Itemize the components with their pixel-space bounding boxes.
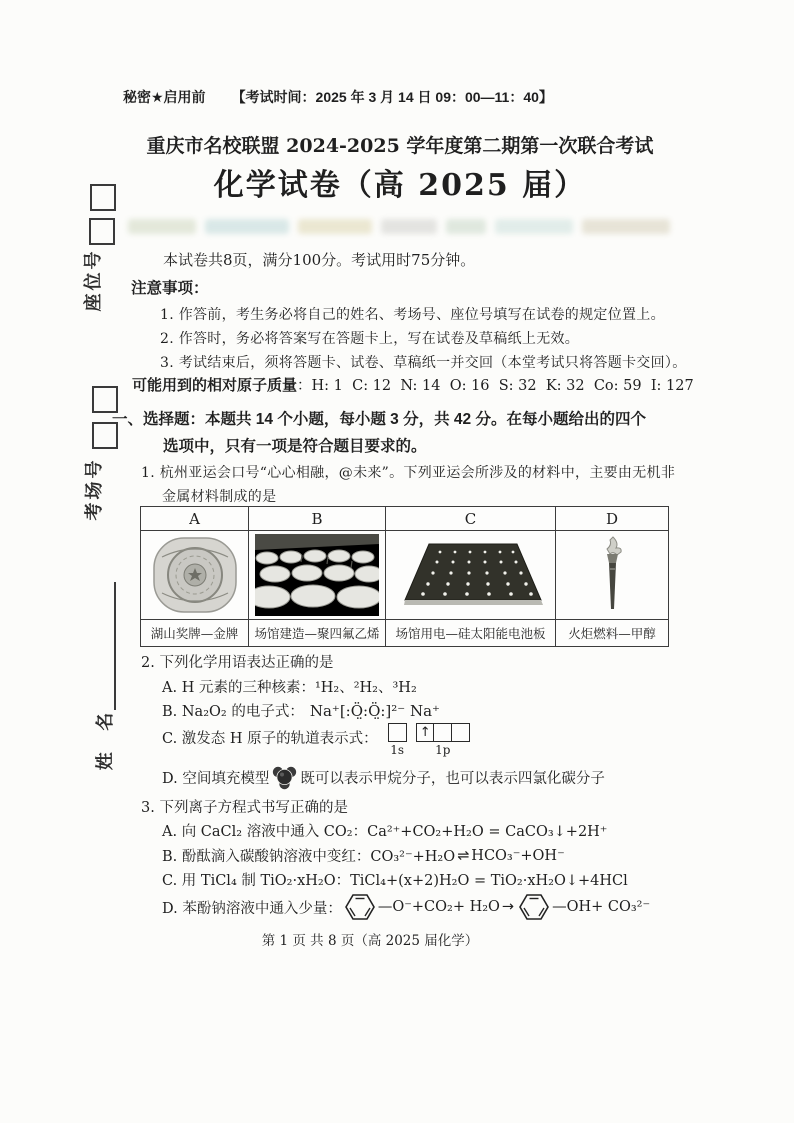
q1-stem-line2: 金属材料制成的是 xyxy=(162,489,277,505)
faded-watermark-blob xyxy=(128,219,196,234)
q1-caption-C: 场馆用电—硅太阳能电池板 xyxy=(386,620,556,647)
q3-option-d-seg1: —O⁻+CO₂+ H₂O xyxy=(377,899,500,915)
orbital-label-1p: 1p xyxy=(435,743,451,757)
q1-stem-line1: 1. 杭州亚运会口号“心心相融，@未来”。下列亚运会所涉及的材料中，主要由无机非 xyxy=(141,465,676,481)
faded-watermark-blob xyxy=(495,219,573,234)
q3-option-b-pre: B. 酚酞滴入碳酸钠溶液中变红：CO₃²⁻+H₂O xyxy=(162,849,456,865)
orbital-1p-column xyxy=(416,723,470,757)
notice-item-3: 3. 考试结束后，须将答题卡、试卷、草稿纸一并交回（本堂考试只将答题卡交回）。 xyxy=(160,355,687,371)
section1-heading-line2: 选项中，只有一项是符合题目要求的。 xyxy=(163,438,427,455)
medal-image xyxy=(141,531,249,620)
exam-time-label: 【考试时间：2025 年 3 月 14 日 09：00—11：40】 xyxy=(231,89,553,105)
orbital-label-1s: 1s xyxy=(390,743,405,757)
q1-caption-D: 火炬燃料—甲醇 xyxy=(556,620,669,647)
q2-option-d-post: 既可以表示甲烷分子，也可以表示四氯化碳分子 xyxy=(300,771,605,787)
orbital-diagram xyxy=(388,723,470,757)
q2-option-a: A. H 元素的三种核素：¹H₂、²H₂、³H₂ xyxy=(162,680,417,696)
name-blank-line xyxy=(114,582,116,710)
q3-option-d xyxy=(162,892,650,922)
orbital-1s-column xyxy=(388,723,407,757)
q3-option-b xyxy=(162,845,565,866)
notice-item-2: 2. 作答时，务必将答案写在答题卡上，写在试卷及草稿纸上无效。 xyxy=(160,331,580,347)
notice-item-1: 1. 作答前，考生务必将自己的姓名、考场号、座位号填写在试卷的规定位置上。 xyxy=(160,307,665,323)
q2-option-b-label: B. Na₂O₂ 的电子式： xyxy=(162,704,304,720)
page-footer: 第 1 页 共 8 页（高 2025 届化学） xyxy=(261,933,479,949)
right-arrow-icon: → xyxy=(501,899,515,915)
q3-option-d-pre: D. 苯酚钠溶液中通入少量： xyxy=(162,900,342,917)
orbital-1p-boxes xyxy=(416,723,470,742)
q2-option-d xyxy=(162,765,605,790)
faded-watermark-blob xyxy=(582,219,670,234)
q2-stem: 2. 下列化学用语表达正确的是 xyxy=(141,655,334,671)
paper-title: 化学试卷（高 2025 届） xyxy=(213,168,587,203)
orbital-box-1p-2 xyxy=(433,723,452,742)
faded-watermark-row xyxy=(128,216,694,238)
notice-heading: 注意事项： xyxy=(131,280,209,297)
exam-title-line: 重庆市名校联盟 2024-2025 学年度第二期第一次联合考试 xyxy=(146,135,654,157)
faded-watermark-blob xyxy=(205,219,289,234)
q3-option-c: C. 用 TiCl₄ 制 TiO₂·xH₂O：TiCl₄+(x+2)H₂O = TiO₂·xH₂O↓+4HCl xyxy=(162,873,628,889)
q1-header-B: B xyxy=(249,507,386,531)
seat-number-label: 座位号 xyxy=(83,248,104,312)
q2-option-c-label: C. 激发态 H 原子的轨道表示式： xyxy=(162,731,378,747)
orbital-box-1p-3 xyxy=(451,723,470,742)
faded-watermark-blob xyxy=(298,219,372,234)
q1-header-D: D xyxy=(556,507,669,531)
q1-options-table xyxy=(140,506,669,647)
q3-option-d-seg2: —OH+ CO₃²⁻ xyxy=(552,899,651,915)
space-filling-model-icon xyxy=(271,765,298,790)
orbital-box-1p-1: ↑ xyxy=(416,723,435,742)
q2-option-b xyxy=(162,700,440,721)
faded-watermark-blob xyxy=(446,219,486,234)
q3-stem: 3. 下列离子方程式书写正确的是 xyxy=(141,800,348,816)
q1-header-A: A xyxy=(141,507,249,531)
q1-header-C: C xyxy=(386,507,556,531)
orbital-box-1s xyxy=(388,723,407,742)
q2-option-d-pre: D. 空间填充模型 xyxy=(162,771,270,787)
atomic-mass-label: 可能用到的相对原子质量 xyxy=(132,377,298,394)
electron-dot-formula: Na⁺[:Ö̤:Ö̤:]²⁻ Na⁺ xyxy=(309,701,440,720)
faded-watermark-blob xyxy=(381,219,437,234)
q1-caption-A: 湖山奖牌—金牌 xyxy=(141,620,249,647)
venue-membrane-roof-image xyxy=(249,531,386,620)
solar-panel-image xyxy=(386,531,556,620)
q2-option-c xyxy=(162,727,470,757)
name-label: 姓 名 xyxy=(95,709,116,771)
benzene-ring-icon xyxy=(343,892,377,922)
section1-heading-line1: 一、选择题：本题共 14 个小题，每小题 3 分，共 42 分。在每小题给出的四个 xyxy=(112,411,646,428)
benzene-ring-icon xyxy=(517,892,551,922)
torch-image xyxy=(556,531,669,620)
q3-option-a: A. 向 CaCl₂ 溶液中通入 CO₂：Ca²⁺+CO₂+H₂O = CaCO₃↓+2H⁺ xyxy=(162,824,608,840)
q3-option-b-post: HCO₃⁻+OH⁻ xyxy=(471,847,565,864)
atomic-mass-line xyxy=(132,374,694,395)
atomic-mass-values: ：H: 1 C: 12 N: 14 O: 16 S: 32 K: 32 Co: 59 I: 127 xyxy=(297,378,694,394)
equilibrium-arrow-icon: ⇌ xyxy=(457,847,470,864)
paper-intro: 本试卷共8页，满分100分。考试用时75分钟。 xyxy=(163,251,476,269)
confidential-label: 秘密★启用前 xyxy=(123,89,206,105)
room-number-label: 考场号 xyxy=(84,457,105,521)
secrecy-header xyxy=(123,87,553,107)
q1-caption-B: 场馆建造—聚四氟乙烯 xyxy=(249,620,386,647)
